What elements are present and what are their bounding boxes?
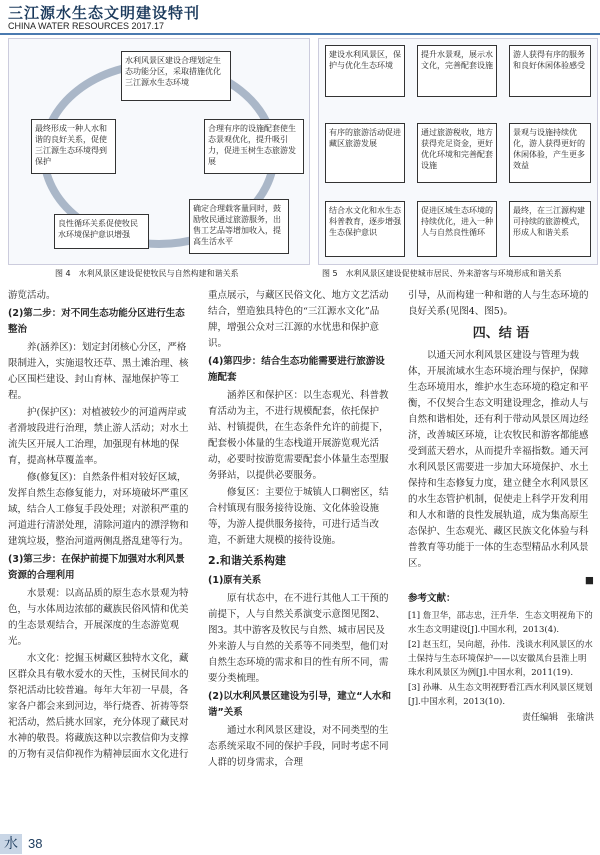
fig5-box-1: 建设水利风景区，保护与优化生态环境 <box>325 45 405 97</box>
fig4-box-3: 确定合理载客量同时，鼓励牧民通过旅游服务，出售工艺品等增加收入，提高生活水平 <box>189 199 289 254</box>
fig5-box-9: 最终，在三江源构建可持续的旅游模式，形成人和谐关系 <box>509 201 591 257</box>
step3-heading: (3)第三步：在保护前提下加强对水利风景资源的合理利用 <box>8 554 185 581</box>
responsible-editor: 责任编辑 张瑜洪 <box>521 713 594 723</box>
reference-item: [1] 詹卫华，邵志忠，汪升华．生态文明视角下的水生态文明建设[J].中国水利，2013(4). <box>408 611 593 635</box>
paragraph: 通过水利风景区建设，对不同类型的生态系统采取不同的保护手段，同时考虑不同人群的切身需求，合理 <box>208 725 389 768</box>
subsection-heading-original: (1)原有关系 <box>208 575 262 586</box>
fig4-caption: 图 4 水利风景区建设促使牧民与自然构建和谐关系 <box>55 269 239 278</box>
reference-item: [3] 孙琳．从生态文明视野看江西水利风景区规划[J].中国水利，2013(10). <box>408 683 593 707</box>
reference-item: [2] 赵玉红，吴向超，孙伟．浅谈水利风景区的水土保持与生态环境保护——以安徽凤台县淮上明珠水利风景区为例[J].中国水利，2011(19). <box>408 640 593 678</box>
paragraph: 护(保护区)：对植被较少的河道两岸或者滑坡段进行治理，禁止游人活动；对水土流失区开展人工治理，加强现有林地的保育，提高林草覆盖率。 <box>8 407 189 466</box>
step2-heading: (2)第二步：对不同生态功能分区进行生态整治 <box>8 308 185 335</box>
figure-5 <box>318 38 598 265</box>
fig4-box-1: 水利风景区建设合理划定生态功能分区，采取措施优化三江源水生态环境 <box>121 51 231 101</box>
paragraph: 原有状态中，在不进行其他人工干预的前提下，人与自然关系演变示意图见图2、图3。其中游客及牧民与自然、城市居民及外来游人与自然的关系等不同类型，他们对自然生态环境的需求和目的性有所不同，需要分类梳理。 <box>208 593 389 684</box>
references-title: 参考文献： <box>408 593 456 604</box>
paragraph: 游览活动。 <box>8 290 56 301</box>
paragraph: 重点展示，与藏区民俗文化、地方文艺活动结合，塑造独具特色的“三江源水文化”品牌，增强公众对三江源的水忧患和保护意识。 <box>208 290 389 349</box>
column-2 <box>208 288 394 772</box>
fig5-box-6: 有序的旅游活动促进藏区旅游发展 <box>325 123 405 183</box>
column-1 <box>8 288 194 764</box>
journal-title: 三江源水生态文明建设特刊 <box>8 4 201 22</box>
fig4-box-4: 良性循环关系促使牧民水环境保护意识增强 <box>54 214 149 249</box>
fig5-box-7: 结合水文化和水生态科普教育，逐步增强生态保护意识 <box>325 201 405 257</box>
fig5-box-2: 提升水景观，展示水文化，完善配套设施 <box>417 45 497 97</box>
end-mark: ■ <box>585 575 594 586</box>
fig5-box-3: 游人获得有序的服务和良好休闲体验感受 <box>509 45 591 97</box>
step4-heading: (4)第四步：结合生态功能需要进行旅游设施配套 <box>208 356 385 383</box>
fig5-caption: 图 5 水利风景区建设促使城市居民、外来游客与环境形成和谐关系 <box>322 269 562 278</box>
paragraph: 以通天河水利风景区建设与管理为载体，开展流域水生态环境治理与保护，保障生态环境用水，维护水生态环境的稳定和平衡，不仅契合生态文明建设理念，推动人与自然和谐相处，还有利于带动风景区周边经济，改善城区环境，让农牧民和游客都能感受到蓝天碧水，从而提升幸福指数。通天河水利风景区需要进一步加大环境保护、水土保持和生态修复力度，建立健全水利风景区的水生态管护机制，促使走上科学开发利用和人水和谐的良性发展轨道，成为集高原生态保护、生态观光、藏区民族文化体验与科普教育等功能于一体的生态型精品水利风景区。 <box>408 350 589 569</box>
fig5-box-5: 通过旅游税收，地方获得充足资金，更好优化环境和完善配套设施 <box>417 123 497 183</box>
footer-tag: 水 <box>0 834 22 854</box>
subsection-heading-guidance: (2)以水利风景区建设为引导，建立“人水和谐”关系 <box>208 691 392 718</box>
section-heading-harmony: 2.和谐关系构建 <box>208 554 286 567</box>
figure-4 <box>8 38 310 265</box>
paragraph: 养(涵养区)：划定封闭核心分区，严格限制进入，实施退牧还草、黑土滩治理、核心区围栏建设、封山育林、湿地保护等工程。 <box>8 342 189 401</box>
journal-subtitle: CHINA WATER RESOURCES 2017.17 <box>8 21 165 31</box>
paragraph: 水景观：以高品质的原生态水景观为特色，与水体周边浓郁的藏族民俗风情和优美的生态景观结合，开展深度的生态游览观光。 <box>8 588 189 647</box>
page-number: 38 <box>28 836 43 851</box>
paragraph: 修复区：主要位于城镇人口稠密区，结合村镇现有服务接待设施、文化体验设施等，为游人提供服务接待，可进行适当改造，不新建大规模的接待设施。 <box>208 487 389 546</box>
paragraph: 修(修复区)：自然条件相对较好区域，发挥自然生态修复能力，对环境破坏严重区域，结合人工修复手段处理；对淤积严重的河道进行清淤处理，清除河道内的漂浮物和建筑垃圾，整治河道两侧乱搭乱建等行为。 <box>8 472 189 547</box>
header-rule <box>0 33 600 35</box>
fig5-box-8: 促进区域生态环境的持续优化，进入一种人与自然良性循环 <box>417 201 497 257</box>
conclusion-heading: 四、结 语 <box>472 326 530 341</box>
paragraph: 涵养区和保护区：以生态观光、科普教育活动为主，不进行规模配套，依托保护站、村镇提供，在生态条件允许的前提下，配套极小体量的生态栈道开展游览观光活动，必要时按游览需要配套小体量生态型服务驿站，以提供必要服务。 <box>208 390 389 481</box>
paragraph: 引导，从而构建一种和谐的人与生态环境的良好关系(见图4、图5)。 <box>408 290 589 317</box>
column-3 <box>408 288 594 726</box>
fig5-box-4: 景观与设施持续优化，游人获得更好的休闲体验，产生更多效益 <box>509 123 591 183</box>
fig4-box-2: 合理有序的设施配套使生态景观优化，提升吸引力，促进玉树生态旅游发展 <box>204 119 304 174</box>
fig4-box-5: 最终形成一种人水和谐的良好关系，促使三江源生态环境得到保护 <box>31 119 116 174</box>
paragraph: 水文化：挖掘玉树藏区独特水文化，藏区群众具有敬水爱水的天性，玉树民间水的祭祀活动比较普遍。每年大年初一早晨，各家各户都会来到河边，举行烧香、祈祷等祭祀活动，然后挑水回家，充分体现了藏民对水神的敬畏。将藏族这种以宗教信仰为支撑的万物有灵信仰视作为精神层面水文化进行 <box>8 653 189 760</box>
